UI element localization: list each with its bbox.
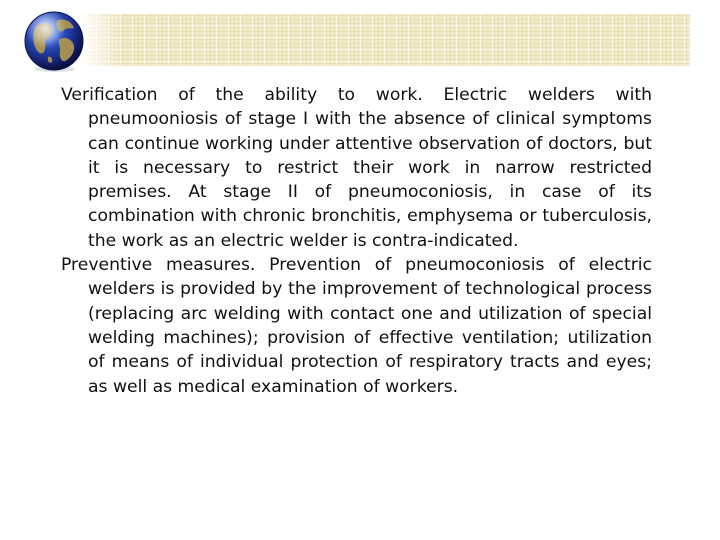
body-text [61,83,652,399]
header-banner-fade [84,14,124,66]
header-banner [84,14,690,66]
paragraph-ability-to-work: Verification of the ability to work. Electric welders with pneumooniosis of stage I with the absence of clinical symptoms can continue working under attentive observation of doctors, but it is necessary to restrict their work in narrow restricted premises. At stage II of pneumoconiosis, in case of its combination with chronic bronchitis, emphysema or tuberculosis, the work as an electric welder is contra-indicated. [61,85,652,251]
globe-icon [22,9,86,73]
paragraph-preventive-measures: Preventive measures. Prevention of pneumoconiosis of electric welders is provided by the improvement of technological process (replacing arc welding with contact one and utilization of special welding machines); provision of effective ventilation; utilization of means of individual protection of respiratory tracts and eyes; as well as medical examination of workers. [61,255,652,397]
